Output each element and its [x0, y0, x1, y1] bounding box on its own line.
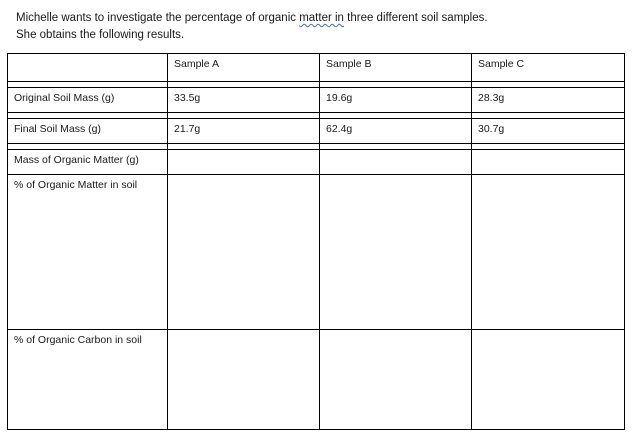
cell-final-mass-b[interactable]: 62.4g — [320, 119, 472, 144]
row-label-organic-mass[interactable]: Mass of Organic Matter (g) — [8, 150, 168, 175]
intro-line-1-end: three different soil samples. — [343, 12, 488, 24]
cell-final-mass-c[interactable]: 30.7g — [472, 119, 625, 144]
cell-organic-carbon-percent-a[interactable] — [168, 330, 320, 430]
cell-organic-carbon-percent-c[interactable] — [472, 330, 625, 430]
cell-organic-mass-c[interactable] — [472, 150, 625, 175]
cell-final-mass-a[interactable]: 21.7g — [168, 119, 320, 144]
intro-line-1-start: Michelle wants to investigate the percentage of organic — [16, 12, 300, 24]
header-cell-empty[interactable] — [8, 54, 168, 82]
cell-organic-matter-percent-c[interactable] — [472, 175, 625, 330]
cell-original-mass-a[interactable]: 33.5g — [168, 88, 320, 113]
row-label-original-mass[interactable]: Original Soil Mass (g) — [8, 88, 168, 113]
table-row-original-mass — [8, 88, 625, 113]
intro-line-1 — [16, 10, 488, 27]
cell-organic-carbon-percent-b[interactable] — [320, 330, 472, 430]
table-header-row — [8, 54, 625, 82]
results-table — [7, 53, 625, 430]
cell-organic-mass-b[interactable] — [320, 150, 472, 175]
cell-original-mass-c[interactable]: 28.3g — [472, 88, 625, 113]
header-cell-sample-c[interactable]: Sample C — [472, 54, 625, 82]
spellcheck-marked-text[interactable]: matter in — [299, 12, 344, 24]
instructions-text — [16, 10, 488, 44]
intro-line-2: She obtains the following results. — [16, 29, 185, 41]
table-row-organic-mass — [8, 150, 625, 175]
cell-organic-matter-percent-b[interactable] — [320, 175, 472, 330]
cell-original-mass-b[interactable]: 19.6g — [320, 88, 472, 113]
table-row-organic-matter-percent — [8, 175, 625, 330]
table-row-organic-carbon-percent — [8, 330, 625, 430]
header-cell-sample-b[interactable]: Sample B — [320, 54, 472, 82]
table-row-final-mass — [8, 119, 625, 144]
row-label-final-mass[interactable]: Final Soil Mass (g) — [8, 119, 168, 144]
row-label-organic-matter-percent[interactable]: % of Organic Matter in soil — [8, 175, 168, 330]
header-cell-sample-a[interactable]: Sample A — [168, 54, 320, 82]
cell-organic-mass-a[interactable] — [168, 150, 320, 175]
cell-organic-matter-percent-a[interactable] — [168, 175, 320, 330]
row-label-organic-carbon-percent[interactable]: % of Organic Carbon in soil — [8, 330, 168, 430]
